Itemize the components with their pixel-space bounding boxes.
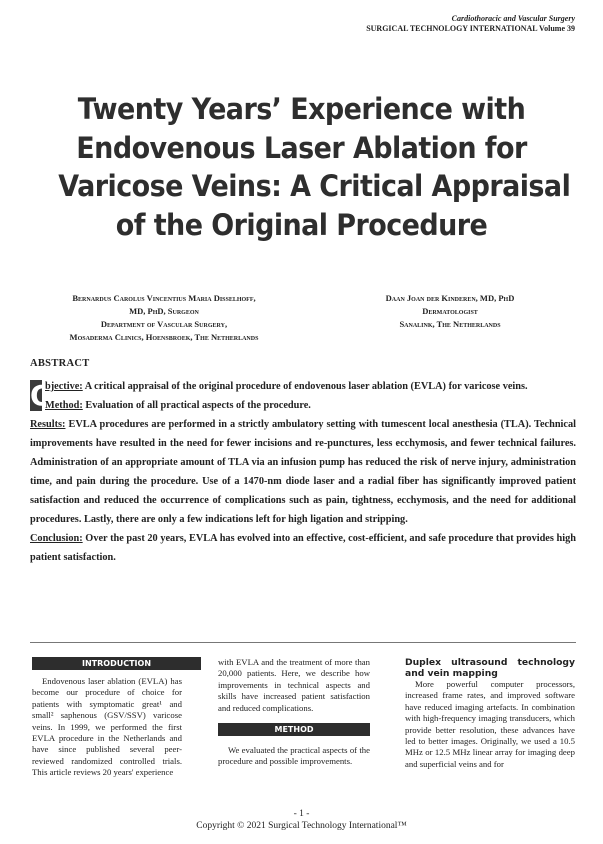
page-footer bbox=[0, 808, 603, 832]
author-name: Daan Joan der Kinderen, MD, PhD bbox=[385, 293, 515, 303]
duplex-paragraph: More powerful computer processors, increased frame rates, and improved software have reduced imaging artefacts. In combination with high-frequency imaging transducers, which provide better resolution, these advances have led to better images. Originally, we used a 10.5 MHz or 12.5 MHz linear array for imaging deep and superficial veins and for bbox=[405, 679, 575, 769]
conclusion-label: Conclusion: bbox=[30, 533, 83, 544]
objective-label: bjective: bbox=[45, 381, 83, 392]
drop-cap: O bbox=[30, 379, 54, 412]
author-degree: MD, PhD, Surgeon bbox=[129, 306, 199, 316]
title-line: Twenty Years’ Experience with bbox=[77, 92, 526, 126]
section-divider bbox=[30, 642, 576, 643]
introduction-paragraph: Endovenous laser ablation (EVLA) has become our procedure of choice for patients with symptomatic great¹ and small² saphenous (GSV/SSV) varicose veins. In 1999, we performed the first EVLA procedure in the Netherlands and have since published several peer-reviewed randomized controlled trials. This article reviews 20 years' experience bbox=[32, 676, 182, 778]
objective-text: A critical appraisal of the original procedure of endovenous laser ablation (EVLA) for varicose veins. bbox=[82, 381, 528, 392]
duplex-heading: Duplex ultrasound technology and vein mapping bbox=[405, 657, 575, 679]
running-header bbox=[366, 14, 575, 34]
method-label: Method: bbox=[45, 400, 83, 411]
abstract-method bbox=[30, 396, 576, 415]
abstract-body bbox=[30, 377, 576, 567]
journal-volume: SURGICAL TECHNOLOGY INTERNATIONAL Volume 39 bbox=[366, 24, 575, 33]
body-column-3 bbox=[405, 657, 575, 770]
conclusion-text: Over the past 20 years, EVLA has evolved into an effective, cost-efficient, and safe procedure that provides high patient satisfaction. bbox=[30, 533, 576, 563]
abstract-results bbox=[30, 415, 576, 529]
page-number: - 1 - bbox=[293, 809, 310, 819]
body-column-2 bbox=[218, 657, 370, 768]
author-department: Department of Vascular Surgery, bbox=[100, 319, 228, 329]
title-line: Endovenous Laser Ablation for bbox=[76, 130, 527, 165]
method-paragraph: We evaluated the practical aspects of the procedure and possible improvements. bbox=[218, 745, 370, 767]
copyright: Copyright © 2021 Surgical Technology International™ bbox=[196, 821, 407, 831]
abstract-conclusion bbox=[30, 529, 576, 567]
title-line: of the Original Procedure bbox=[115, 207, 488, 242]
method-text: Evaluation of all practical aspects of the procedure. bbox=[82, 400, 311, 411]
title-line: Varicose Veins: A Critical Appraisal bbox=[58, 169, 571, 203]
author-name: Bernardus Carolus Vincentius Maria Disselhoff, bbox=[72, 293, 256, 303]
method-heading: METHOD bbox=[218, 723, 370, 736]
journal-section: Cardiothoracic and Vascular Surgery bbox=[451, 14, 575, 23]
author-block-left bbox=[30, 292, 298, 344]
results-label: Results: bbox=[30, 419, 66, 430]
introduction-continued: with EVLA and the treatment of more than 20,000 patients. Here, we describe how improvements in technical aspects and skills have increased patient satisfaction and reduced complications. bbox=[218, 657, 370, 713]
author-affiliation: Sanalink, The Netherlands bbox=[399, 319, 501, 329]
abstract-heading: ABSTRACT bbox=[30, 358, 90, 369]
article-title bbox=[58, 90, 571, 244]
author-block-right bbox=[340, 292, 560, 331]
introduction-heading: INTRODUCTION bbox=[32, 657, 201, 670]
body-column-1 bbox=[32, 657, 182, 779]
author-affiliation: Mosaderma Clinics, Hoensbroek, The Netherlands bbox=[69, 332, 259, 342]
results-text: EVLA procedures are performed in a strictly ambulatory setting with tumescent local anesthesia (TLA). Technical improvements have resulted in the need for fewer incisions and re-punctures, less ecchymosis, and fewer technical failures. Administration of an appropriate amount of TLA via an infusion pump has reduced the risk of nerve injury, administration time, and pain during the procedure. Use of a 1470-nm diode laser and a radial fiber has significantly improved patient satisfaction and reduced the occurrence of complications such as pain, tightness, ecchymosis, and the need for additional procedures. Lastly, there are only a few indications left for high ligation and stripping. bbox=[30, 419, 576, 525]
author-role: Dermatologist bbox=[422, 306, 478, 316]
